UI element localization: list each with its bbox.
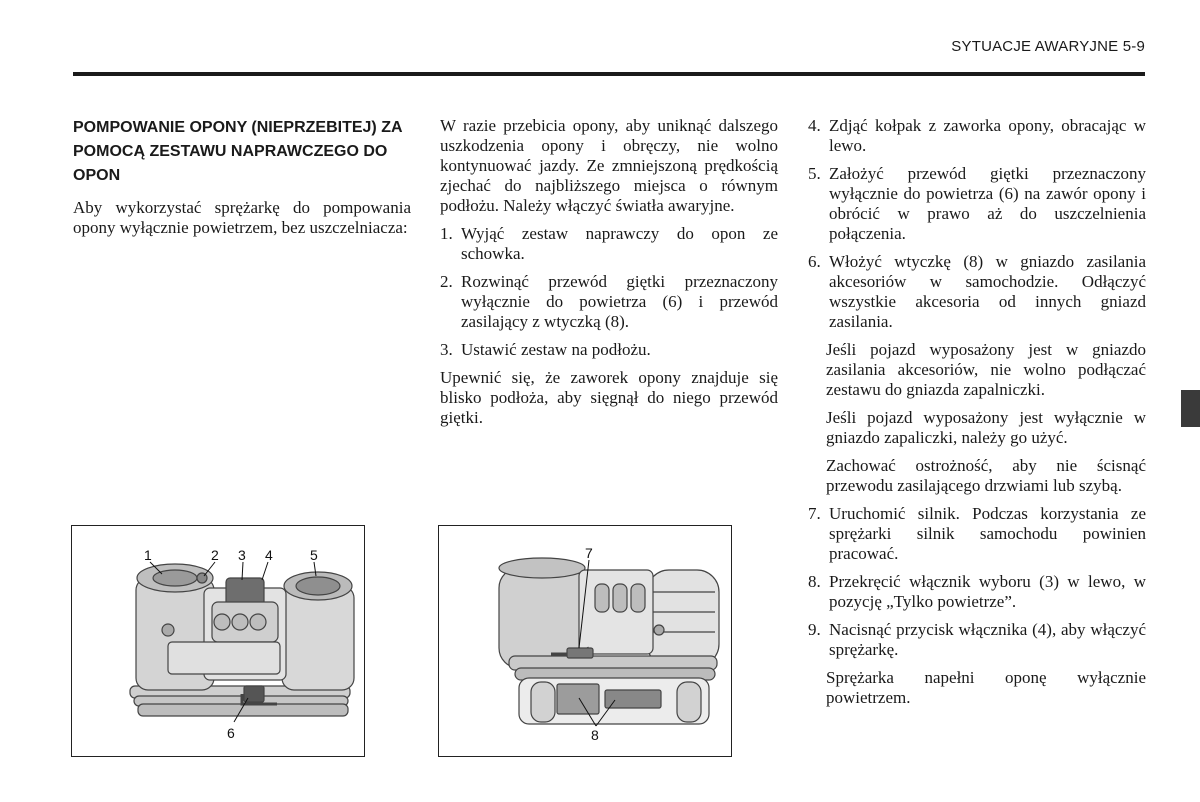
step-number: 7. — [808, 504, 821, 523]
step-text: Ustawić zestaw na podłożu. — [461, 340, 651, 359]
step-text: Wyjąć zestaw naprawczy do opon ze schowka. — [461, 224, 778, 263]
callout-3: 3 — [238, 547, 246, 563]
callout-8: 8 — [591, 727, 599, 743]
callout-4: 4 — [265, 547, 273, 563]
step-number: 3. — [440, 340, 453, 359]
step-7 — [808, 504, 1146, 564]
header-rule — [73, 72, 1145, 76]
callout-2: 2 — [211, 547, 219, 563]
step-6-note-c: Zachować ostrożność, aby nie ścisnąć przewodu zasilającego drzwiami lub szybą. — [826, 456, 1146, 495]
step-number: 6. — [808, 252, 821, 271]
step-text: Włożyć wtyczkę (8) w gniazdo zasilania akcesoriów w samochodzie. Odłączyć wszystkie akcesoria od innych gniazd zasilania. — [829, 252, 1146, 331]
intro-paragraph: Aby wykorzystać sprężarkę do pompowania opony wyłącznie powietrzem, bez uszczelniacza: — [73, 198, 411, 237]
step-9-note: Sprężarka napełni oponę wyłącznie powietrzem. — [826, 668, 1146, 707]
step-number: 1. — [440, 224, 453, 243]
step-text: Założyć przewód giętki przeznaczony wyłącznie do powietrza (6) na zawór opony i obrócić w prawo aż do uszczelnienia połączenia. — [829, 164, 1146, 243]
compressor-front-illustration — [72, 526, 364, 756]
step-9 — [808, 620, 1146, 660]
step-5 — [808, 164, 1146, 244]
figure-compressor-rear — [438, 525, 732, 757]
callout-6: 6 — [227, 725, 235, 741]
step-4 — [808, 116, 1146, 156]
compressor-rear-illustration — [439, 526, 731, 756]
section-heading: POMPOWANIE OPONY (NIEPRZEBITEJ) ZA POMOCĄ ZESTAWU NAPRAWCZEGO DO OPON — [73, 119, 402, 184]
page-header: SYTUACJE AWARYJNE 5-9 — [951, 38, 1145, 55]
warning-paragraph: W razie przebicia opony, aby uniknąć dalszego uszkodzenia opony i obręczy, nie wolno kontynuować jazdy. Ze zmniejszoną prędkością zjechać do najbliższego miejsca o równym podłożu. Należy włączyć światła awaryjne. — [440, 116, 778, 215]
step-number: 9. — [808, 620, 821, 639]
section-tab-marker — [1181, 390, 1200, 427]
step-text: Uruchomić silnik. Podczas korzystania ze sprężarki silnik samochodu powinien pracować. — [829, 504, 1146, 563]
step-number: 2. — [440, 272, 453, 291]
steps-list-2 — [808, 116, 1146, 332]
step-3-note: Upewnić się, że zaworek opony znajduje się blisko podłoża, aby sięgnął do niego przewód giętki. — [440, 368, 778, 427]
step-number: 4. — [808, 116, 821, 135]
callout-1: 1 — [144, 547, 152, 563]
step-text: Zdjąć kołpak z zaworka opony, obracając w lewo. — [829, 116, 1146, 155]
step-3 — [440, 340, 778, 360]
step-text: Rozwinąć przewód giętki przeznaczony wyłącznie do powietrza (6) i przewód zasilający z wtyczką (8). — [461, 272, 778, 331]
step-1 — [440, 224, 778, 264]
steps-list-1 — [440, 224, 778, 360]
callout-7: 7 — [585, 545, 593, 561]
step-number: 5. — [808, 164, 821, 183]
figure-compressor-front — [71, 525, 365, 757]
column-3 — [808, 116, 1146, 716]
step-2 — [440, 272, 778, 332]
step-6 — [808, 252, 1146, 332]
column-1 — [73, 116, 411, 246]
step-text: Nacisnąć przycisk włącznika (4), aby włączyć sprężarkę. — [829, 620, 1146, 659]
step-8 — [808, 572, 1146, 612]
column-2 — [440, 116, 778, 436]
step-number: 8. — [808, 572, 821, 591]
callout-5: 5 — [310, 547, 318, 563]
steps-list-3 — [808, 504, 1146, 660]
step-6-note-a: Jeśli pojazd wyposażony jest w gniazdo zasilania akcesoriów, nie wolno podłączać zestawu do gniazda zapalniczki. — [826, 340, 1146, 399]
step-6-note-b: Jeśli pojazd wyposażony jest wyłącznie w gniazdo zapaliczki, należy go użyć. — [826, 408, 1146, 447]
step-text: Przekręcić włącznik wyboru (3) w lewo, w pozycję „Tylko powietrze”. — [829, 572, 1146, 611]
